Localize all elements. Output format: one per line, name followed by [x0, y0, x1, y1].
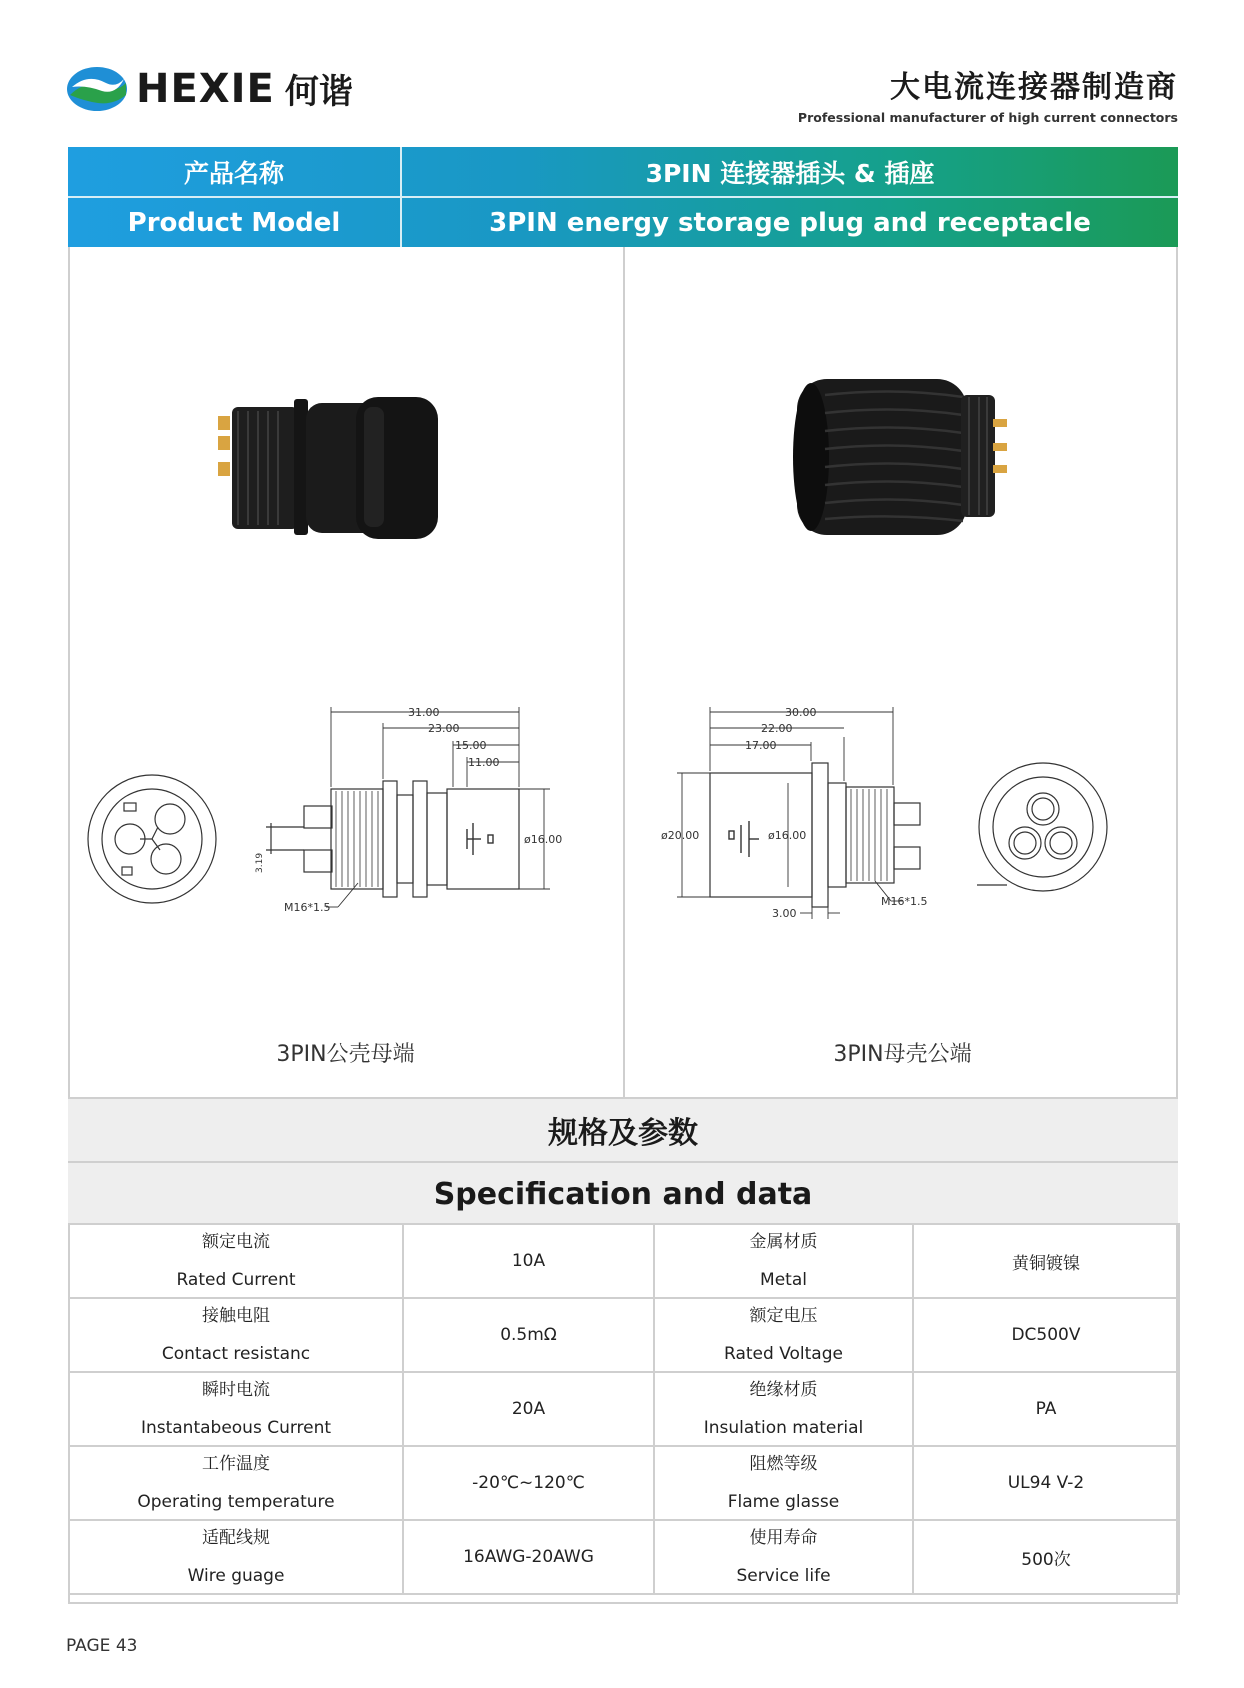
spec-value: 0.5mΩ: [403, 1298, 654, 1372]
product-panel-female: [68, 247, 623, 1097]
dim-thread: M16*1.5: [881, 895, 928, 908]
female-side-view: [266, 707, 550, 907]
dim-23: 23.00: [428, 722, 460, 735]
female-connector-drawing: [68, 247, 623, 1097]
male-dimensions: [661, 706, 927, 920]
spec-label: 使用寿命 Service life: [654, 1520, 913, 1594]
male-connector-photo: [793, 379, 1007, 535]
spec-label: 瞬时电流 Instantabeous Current: [69, 1372, 403, 1446]
female-front-view: [88, 775, 216, 903]
spec-value: UL94 V-2: [913, 1446, 1179, 1520]
male-connector-drawing: [625, 247, 1178, 1097]
male-front-view: [977, 763, 1107, 891]
spec-value: 500次: [913, 1520, 1179, 1594]
spec-label: 金属材质 Metal: [654, 1224, 913, 1298]
spec-value: 16AWG-20AWG: [403, 1520, 654, 1594]
page-header: [0, 0, 1244, 140]
spec-label: 绝缘材质 Insulation material: [654, 1372, 913, 1446]
hexie-logo-icon: [66, 65, 128, 113]
spec-value: PA: [913, 1372, 1179, 1446]
dim-dia16: ø16.00: [524, 833, 563, 846]
spec-table: [68, 1223, 1180, 1595]
product-model-label: Product Model: [127, 207, 341, 238]
spec-label: 额定电流 Rated Current: [69, 1224, 403, 1298]
table-row: [69, 1372, 1179, 1446]
dim-11: 11.00: [468, 756, 500, 769]
product-name-cn: 3PIN 连接器插头 & 插座: [645, 158, 935, 188]
tagline-en: Professional manufacturer of high current connectors: [797, 110, 1178, 125]
spec-value: 10A: [403, 1224, 654, 1298]
dim-pin: 3.19: [255, 852, 265, 873]
spec-value: -20℃~120℃: [403, 1446, 654, 1520]
spec-value: DC500V: [913, 1298, 1179, 1372]
product-panel-male: [625, 247, 1180, 1097]
dim-thread: M16*1.5: [284, 901, 331, 914]
page-number: PAGE 43: [66, 1636, 138, 1656]
spec-value: 黄铜镀镍: [913, 1224, 1179, 1298]
spec-label: 工作温度 Operating temperature: [69, 1446, 403, 1520]
spec-label: 额定电压 Rated Voltage: [654, 1298, 913, 1372]
spec-label: 适配线规 Wire guage: [69, 1520, 403, 1594]
caption-male: 3PIN母壳公端: [833, 1042, 972, 1067]
spec-title-en: Specification and data: [68, 1161, 1178, 1225]
spec-title-cn: 规格及参数: [68, 1097, 1178, 1161]
product-name-label-cn: 产品名称: [183, 158, 284, 188]
spec-label: 阻燃等级 Flame glasse: [654, 1446, 913, 1520]
table-row: [69, 1224, 1179, 1298]
table-row: [69, 1520, 1179, 1594]
tagline: [798, 62, 1178, 125]
table-row: [69, 1298, 1179, 1372]
dim-22: 22.00: [761, 722, 793, 735]
dim-15: 15.00: [455, 739, 487, 752]
spec-value: 20A: [403, 1372, 654, 1446]
caption-female: 3PIN公壳母端: [276, 1042, 415, 1067]
male-side-view: [677, 707, 920, 919]
product-images: [68, 247, 1178, 1097]
product-banner: [68, 147, 1178, 247]
tagline-cn: 大电流连接器制造商: [890, 70, 1178, 105]
dim-dia20: ø20.00: [661, 829, 700, 842]
brand-name: HEXIE: [136, 65, 275, 112]
brand-logo: [66, 64, 353, 113]
brand-name-cn: 何谐: [284, 72, 353, 112]
dim-flange: 3.00: [772, 907, 797, 920]
dim-dia16: ø16.00: [768, 829, 807, 842]
table-row: [69, 1446, 1179, 1520]
spec-label: 接触电阻 Contact resistanc: [69, 1298, 403, 1372]
product-name-en: 3PIN energy storage plug and receptacle: [489, 207, 1091, 238]
female-connector-photo: [218, 397, 438, 539]
dim-31: 31.00: [408, 706, 440, 719]
dim-30: 30.00: [785, 706, 817, 719]
dim-17: 17.00: [745, 739, 777, 752]
